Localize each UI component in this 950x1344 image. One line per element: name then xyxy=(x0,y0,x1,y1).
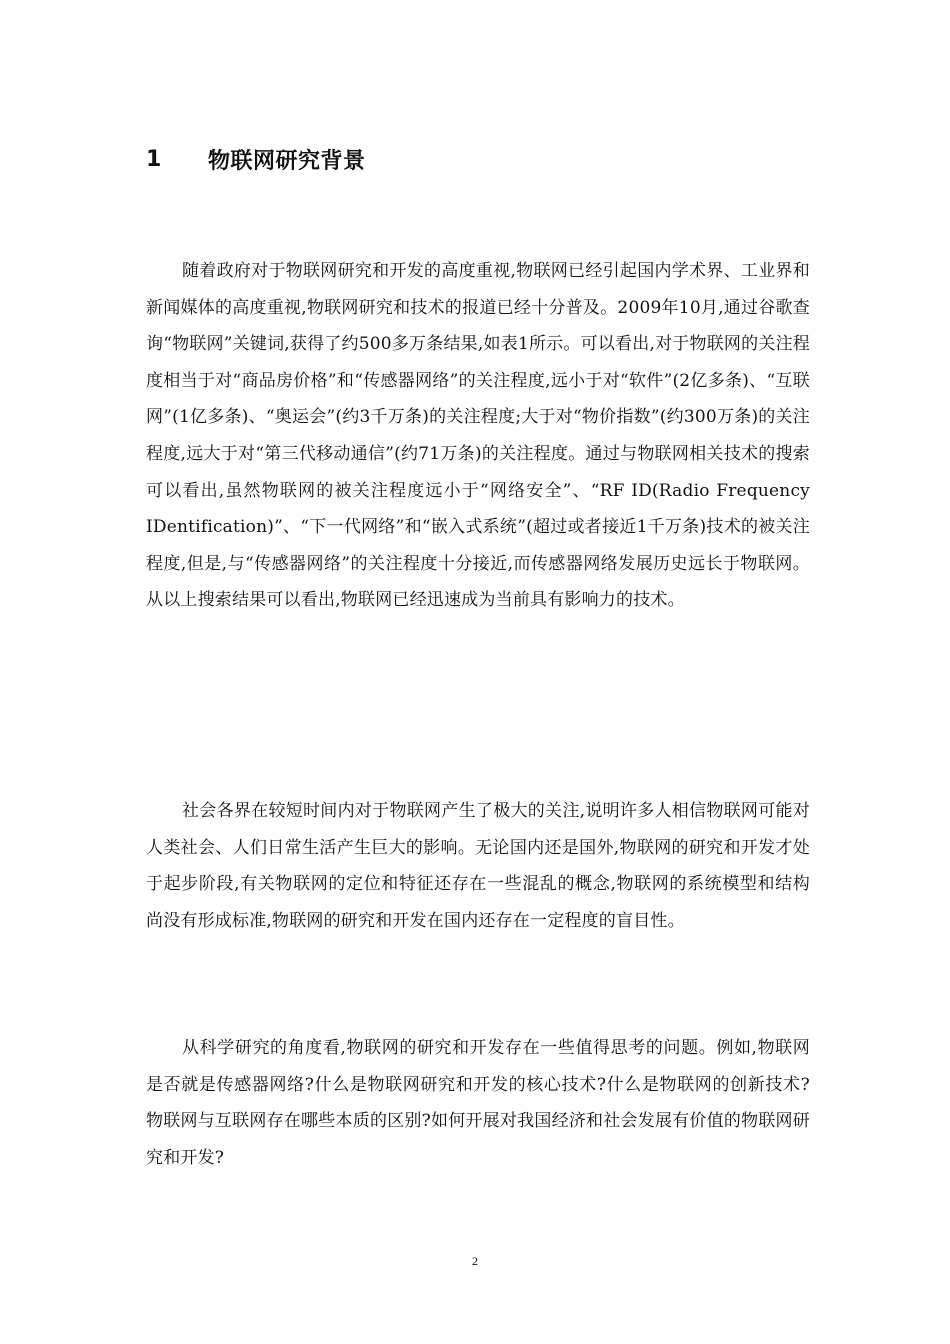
section-number: 1 xyxy=(146,146,162,172)
page-number: 2 xyxy=(472,1254,478,1268)
body-paragraph-3: 从科学研究的角度看,物联网的研究和开发存在一些值得思考的问题。例如,物联网是否就是传感器网络?什么是物联网研究和开发的核心技术?什么是物联网的创新技术?物联网与互联网存在哪些本质的区别?如何开展对我国经济和社会发展有价值的物联网研究和开发? xyxy=(146,1038,810,1168)
section-title: 物联网研究背景 xyxy=(208,148,366,174)
section-heading xyxy=(146,143,366,175)
body-paragraph-2: 社会各界在较短时间内对于物联网产生了极大的关注,说明许多人相信物联网可能对人类社会、人们日常生活产生巨大的影响。无论国内还是国外,物联网的研究和开发才处于起步阶段,有关物联网的定位和特征还存在一些混乱的概念,物联网的系统模型和结构尚没有形成标准,物联网的研究和开发在国内还存在一定程度的盲目性。 xyxy=(146,801,810,931)
body-paragraph-1: 随着政府对于物联网研究和开发的高度重视,物联网已经引起国内学术界、工业界和新闻媒体的高度重视,物联网研究和技术的报道已经十分普及。2009年10月,通过谷歌查询“物联网”关键词,获得了约500多万条结果,如表1所示。可以看出,对于物联网的关注程度相当于对“商品房价格”和“传感器网络”的关注程度,远小于对“软件”(2亿多条)、“互联网”(1亿多条)、“奥运会”(约3千万条)的关注程度;大于对“物价指数”(约300万条)的关注程度,远大于对“第三代移动通信”(约71万条)的关注程度。通过与物联网相关技术的搜索可以看出,虽然物联网的被关注程度远小于“网络安全”、“RF ID(Radio Frequency IDentification)”、“下一代网络”和“嵌入式系统”(超过或者接近1千万条)技术的被关注程度,但是,与“传感器网络”的关注程度十分接近,而传感器网络发展历史远长于物联网。从以上搜索结果可以看出,物联网已经迅速成为当前具有影响力的技术。 xyxy=(146,261,810,611)
